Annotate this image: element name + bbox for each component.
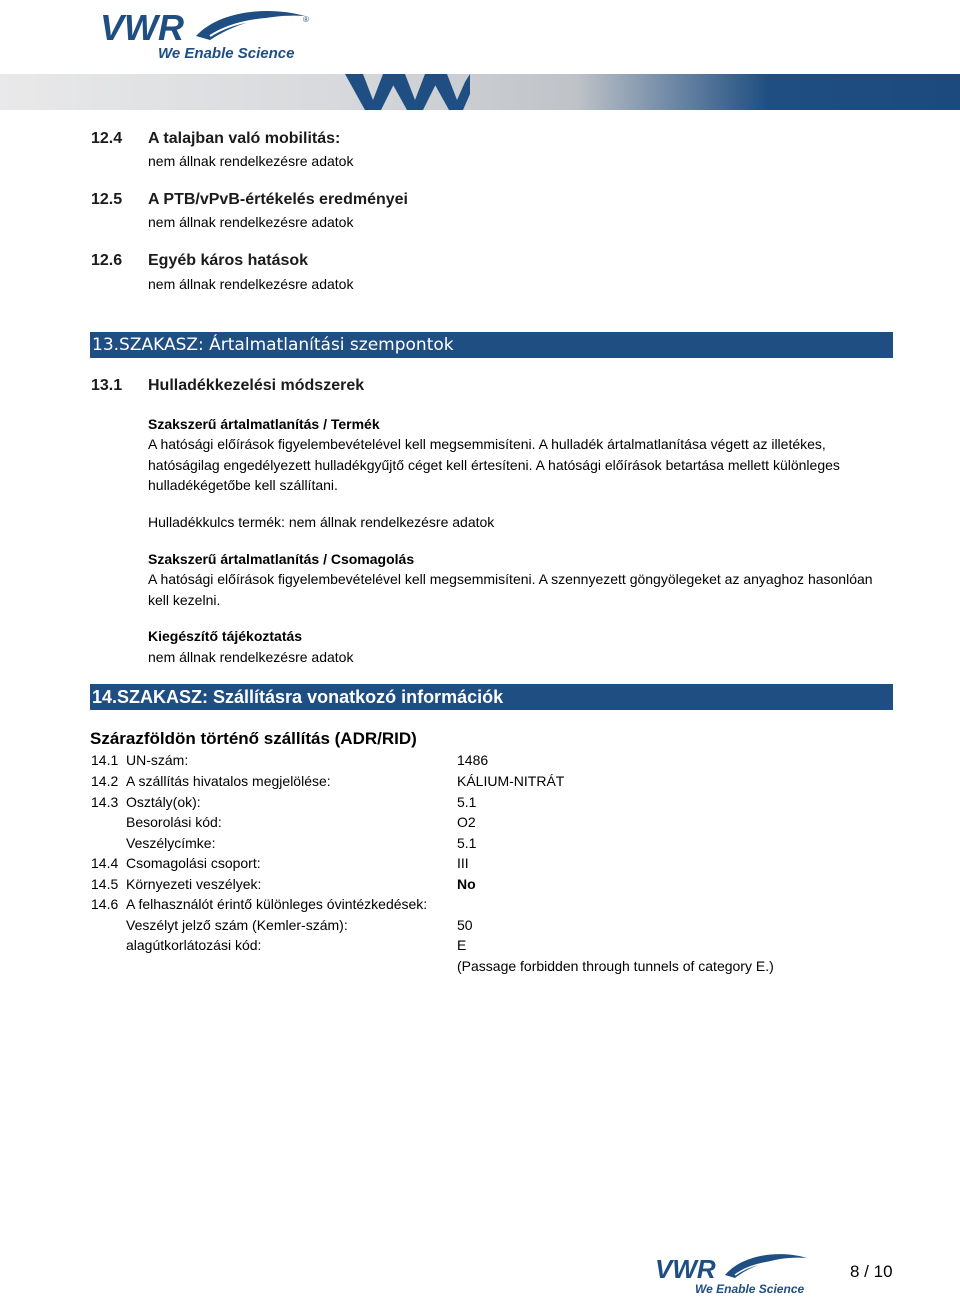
product-disposal-text: A hatósági előírások figyelembevételével kell megsemmisíteni. A hulladék ártalmatlanítása végett az illetékes, hatóságilag engedélyezett hulladékgyűjtő céget kell értesíteni. A hatósági előírások betartása mellett különleges hulladékégetőbe kell szállítani. xyxy=(148,436,840,493)
vwr-logo xyxy=(100,6,315,62)
row-value: 5.1 xyxy=(457,794,477,810)
row-value: III xyxy=(457,855,469,871)
row-label: Besorolási kód: xyxy=(126,814,222,830)
item-12-5-text: nem állnak rendelkezésre adatok xyxy=(148,214,354,230)
row-value: (Passage forbidden through tunnels of category E.) xyxy=(457,958,774,974)
section-13-header: 13.SZAKASZ: Ártalmatlanítási szempontok xyxy=(90,332,893,358)
row-label: Környezeti veszélyek: xyxy=(126,876,262,892)
row-value: 1486 xyxy=(457,752,489,768)
header-band xyxy=(0,74,960,110)
row-num: 14.3 xyxy=(91,794,119,810)
item-12-4-text: nem állnak rendelkezésre adatok xyxy=(148,153,354,169)
transport-title: Szárazföldön történő szállítás (ADR/RID) xyxy=(90,729,417,748)
item-12-6-title: Egyéb káros hatások xyxy=(148,252,309,269)
row-num: 14.6 xyxy=(91,896,119,912)
item-12-5-number: 12.5 xyxy=(91,191,123,208)
row-num: 14.2 xyxy=(91,773,119,789)
row-label: UN-szám: xyxy=(126,752,189,768)
svg-text:®: ® xyxy=(303,15,309,24)
row-label: A szállítás hivatalos megjelölése: xyxy=(126,773,331,789)
svg-text:We Enable Science: We Enable Science xyxy=(695,1282,805,1296)
item-12-5-title: A PTB/vPvB-értékelés eredményei xyxy=(148,191,408,208)
page-number: 8 / 10 xyxy=(850,1262,893,1281)
row-value: 5.1 xyxy=(457,835,477,851)
additional-info-text: nem állnak rendelkezésre adatok xyxy=(148,649,354,665)
svg-text:VWR: VWR xyxy=(100,7,184,48)
svg-text:VWR: VWR xyxy=(655,1254,716,1284)
item-12-4-number: 12.4 xyxy=(91,130,123,147)
row-num: 14.1 xyxy=(91,752,119,768)
item-13-1-title: Hulladékkezelési módszerek xyxy=(148,377,365,394)
waste-key-text: Hulladékkulcs termék: nem állnak rendelkezésre adatok xyxy=(148,514,495,530)
row-label: Veszélycímke: xyxy=(126,835,216,851)
additional-info-heading: Kiegészítő tájékoztatás xyxy=(148,628,303,644)
item-12-6-text: nem állnak rendelkezésre adatok xyxy=(148,276,354,292)
row-label: Osztály(ok): xyxy=(126,794,201,810)
row-label: Csomagolási csoport: xyxy=(126,855,261,871)
row-value: No xyxy=(457,876,476,892)
section-14-header: 14.SZAKASZ: Szállításra vonatkozó információk xyxy=(90,684,893,710)
row-value: O2 xyxy=(457,814,476,830)
header-wave-graphic xyxy=(335,74,470,110)
brand-tagline: We Enable Science xyxy=(158,45,295,62)
row-value: KÁLIUM-NITRÁT xyxy=(457,773,565,789)
packaging-disposal-heading: Szakszerű ártalmatlanítás / Csomagolás xyxy=(148,551,415,567)
row-value: 50 xyxy=(457,917,473,933)
row-label: Veszélyt jelző szám (Kemler-szám): xyxy=(126,917,348,933)
item-12-6-number: 12.6 xyxy=(91,252,123,269)
item-12-4-title: A talajban való mobilitás: xyxy=(148,130,341,147)
item-13-1-number: 13.1 xyxy=(91,377,123,394)
row-label: alagútkorlátozási kód: xyxy=(126,937,262,953)
packaging-disposal-text: A hatósági előírások figyelembevételével kell megsemmisíteni. A szennyezett göngyölegeket az anyaghoz hasonlóan kell kezelni. xyxy=(148,571,873,608)
product-disposal-heading: Szakszerű ártalmatlanítás / Termék xyxy=(148,416,380,432)
row-label: A felhasználót érintő különleges óvintézkedések: xyxy=(126,896,428,912)
row-value: E xyxy=(457,937,467,953)
row-num: 14.5 xyxy=(91,876,119,892)
vwr-footer-logo xyxy=(655,1250,815,1296)
row-num: 14.4 xyxy=(91,855,119,871)
